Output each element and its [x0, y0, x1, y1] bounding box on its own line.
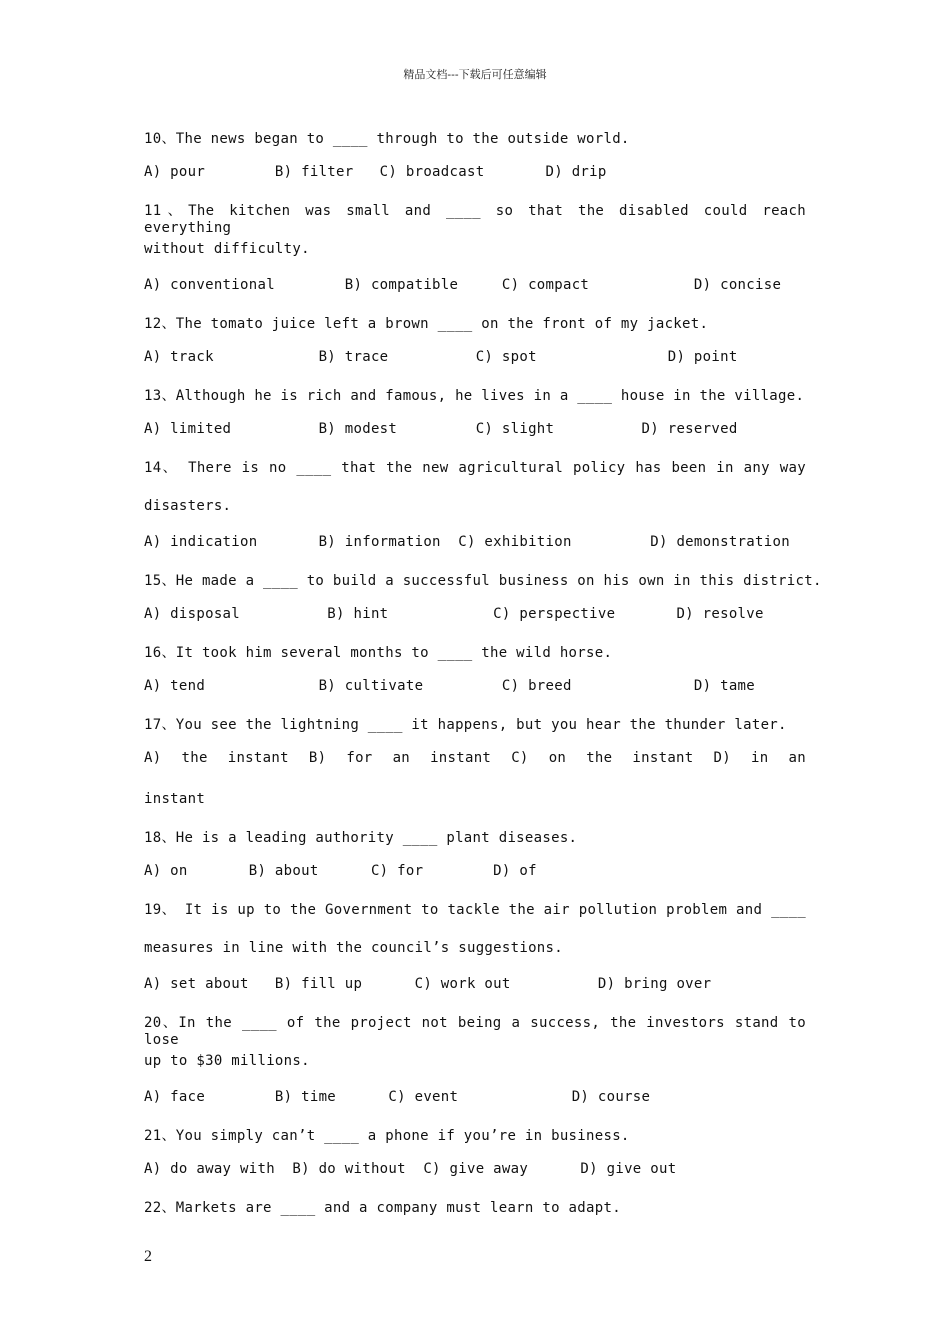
question-11-cont: without difficulty.	[144, 241, 310, 257]
options-12: A) track B) trace C) spot D) point	[144, 349, 738, 365]
question-11: 11、The kitchen was small and ____ so that the disabled could reach everything	[144, 203, 806, 236]
question-20: 20、In the ____ of the project not being a success, the investors stand to lose	[144, 1015, 806, 1048]
options-19: A) set about B) fill up C) work out D) bring over	[144, 976, 712, 992]
options-11: A) conventional B) compatible C) compact D) concise	[144, 277, 782, 293]
page-header: 精品文档---下载后可任意编辑	[403, 68, 547, 81]
question-10: 10、The news began to ____ through to the outside world.	[144, 131, 630, 147]
question-15: 15、He made a ____ to build a successful business on his own in this district.	[144, 573, 822, 589]
options-17-cont: instant	[144, 791, 206, 807]
question-20-cont: up to $30 millions.	[144, 1053, 310, 1069]
options-17: A) the instant B) for an instant C) on the instant D) in an	[144, 750, 806, 766]
options-14: A) indication B) information C) exhibition D) demonstration	[144, 534, 790, 550]
options-21: A) do away with B) do without C) give away D) give out	[144, 1161, 677, 1177]
question-14: 14、 There is no ____ that the new agricultural policy has been in any way	[144, 460, 806, 476]
options-13: A) limited B) modest C) slight D) reserved	[144, 421, 738, 437]
options-16: A) tend B) cultivate C) breed D) tame	[144, 678, 756, 694]
question-19: 19、 It is up to the Government to tackle the air pollution problem and ____	[144, 902, 806, 918]
question-13: 13、Although he is rich and famous, he lives in a ____ house in the village.	[144, 388, 805, 404]
question-22: 22、Markets are ____ and a company must learn to adapt.	[144, 1200, 621, 1216]
question-17: 17、You see the lightning ____ it happens, but you hear the thunder later.	[144, 717, 787, 733]
options-20: A) face B) time C) event D) course	[144, 1089, 651, 1105]
question-21: 21、You simply can’t ____ a phone if you’re in business.	[144, 1128, 630, 1144]
page-number: 2	[144, 1248, 152, 1265]
question-14-cont: disasters.	[144, 498, 232, 514]
question-18: 18、He is a leading authority ____ plant diseases.	[144, 830, 578, 846]
options-10: A) pour B) filter C) broadcast D) drip	[144, 164, 607, 180]
question-12: 12、The tomato juice left a brown ____ on the front of my jacket.	[144, 316, 709, 332]
options-15: A) disposal B) hint C) perspective D) resolve	[144, 606, 764, 622]
question-19-cont: measures in line with the council’s suggestions.	[144, 940, 563, 956]
options-18: A) on B) about C) for D) of	[144, 863, 537, 879]
question-16: 16、It took him several months to ____ the wild horse.	[144, 645, 613, 661]
